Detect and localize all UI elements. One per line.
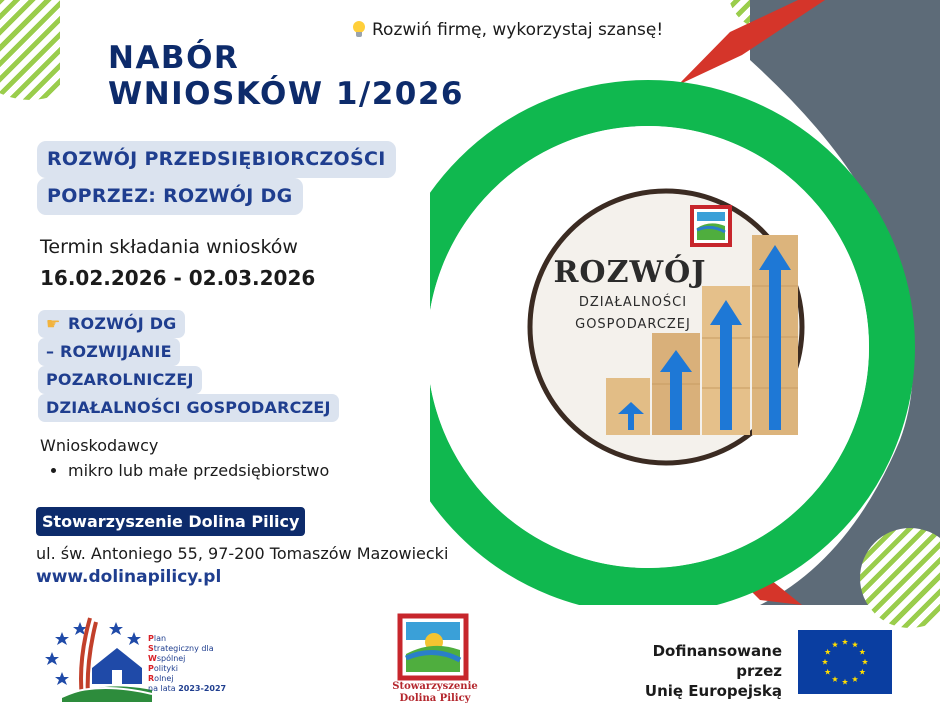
psp-line-5: Rolnej <box>148 674 174 683</box>
psp-line-3: Wspólnej <box>148 654 186 663</box>
applicants-label: Wnioskodawcy <box>40 436 159 455</box>
eu-flag-icon <box>798 630 892 694</box>
psp-logo-text <box>148 634 226 694</box>
wheat-icon <box>81 618 96 698</box>
card-heading: ROZWÓJ <box>553 255 707 290</box>
title-line-1: NABÓR <box>108 40 240 76</box>
card-small-logo <box>692 207 730 245</box>
list-item: • mikro lub małe przedsiębiorstwo <box>68 460 329 482</box>
psp-line-1: Plan <box>148 634 167 643</box>
deadline-label: Termin składania wniosków <box>40 236 298 258</box>
deadline-dates: 16.02.2026 - 02.03.2026 <box>40 266 316 290</box>
pointing-hand-icon: ☛ <box>46 314 61 333</box>
eu-text-line-2: Unię Europejską <box>644 682 782 700</box>
dolina-pilicy-logo-text: Stowarzyszenie Dolina Pilicy <box>392 681 478 704</box>
organization-badge: Stowarzyszenie Dolina Pilicy <box>36 507 305 536</box>
program-name <box>37 141 396 215</box>
page-title <box>108 40 464 112</box>
psp-line-2: Strategiczny dla <box>148 644 214 653</box>
program-line-2: POPRZEZ: ROZWÓJ DG <box>37 178 303 215</box>
action-line-1: ☛ ROZWÓJ DG <box>38 310 185 338</box>
eu-funding-text <box>606 641 782 701</box>
tagline <box>352 20 663 40</box>
card-subheading-2: GOSPODARCZEJ <box>575 317 691 332</box>
program-line-1: ROZWÓJ PRZEDSIĘBIORCZOŚCI <box>37 141 396 178</box>
eu-text-line-1: Dofinansowane przez <box>652 642 782 680</box>
lightbulb-icon <box>352 21 366 39</box>
tagline-text: Rozwiń firmę, wykorzystaj szansę! <box>372 20 664 40</box>
action-line-4: DZIAŁALNOŚCI GOSPODARCZEJ <box>38 394 339 422</box>
action-scope <box>38 310 339 422</box>
card-subheading-1: DZIAŁALNOŚCI <box>578 295 688 310</box>
website-link[interactable]: www.dolinapilicy.pl <box>36 567 222 587</box>
decorative-stripes-top-left <box>0 0 100 100</box>
psp-line-4: Polityki <box>148 664 178 673</box>
psp-years: na lata 2023-2027 <box>148 684 227 693</box>
applicants-list <box>40 460 329 482</box>
action-line-2: – ROZWIJANIE <box>38 338 180 366</box>
action-line-3: POZAROLNICZEJ <box>38 366 202 394</box>
hero-graphic <box>430 0 940 605</box>
title-line-2: WNIOSKÓW 1/2026 <box>108 76 464 112</box>
organization-address: ul. św. Antoniego 55, 97-200 Tomaszów Mazowiecki <box>36 544 449 563</box>
